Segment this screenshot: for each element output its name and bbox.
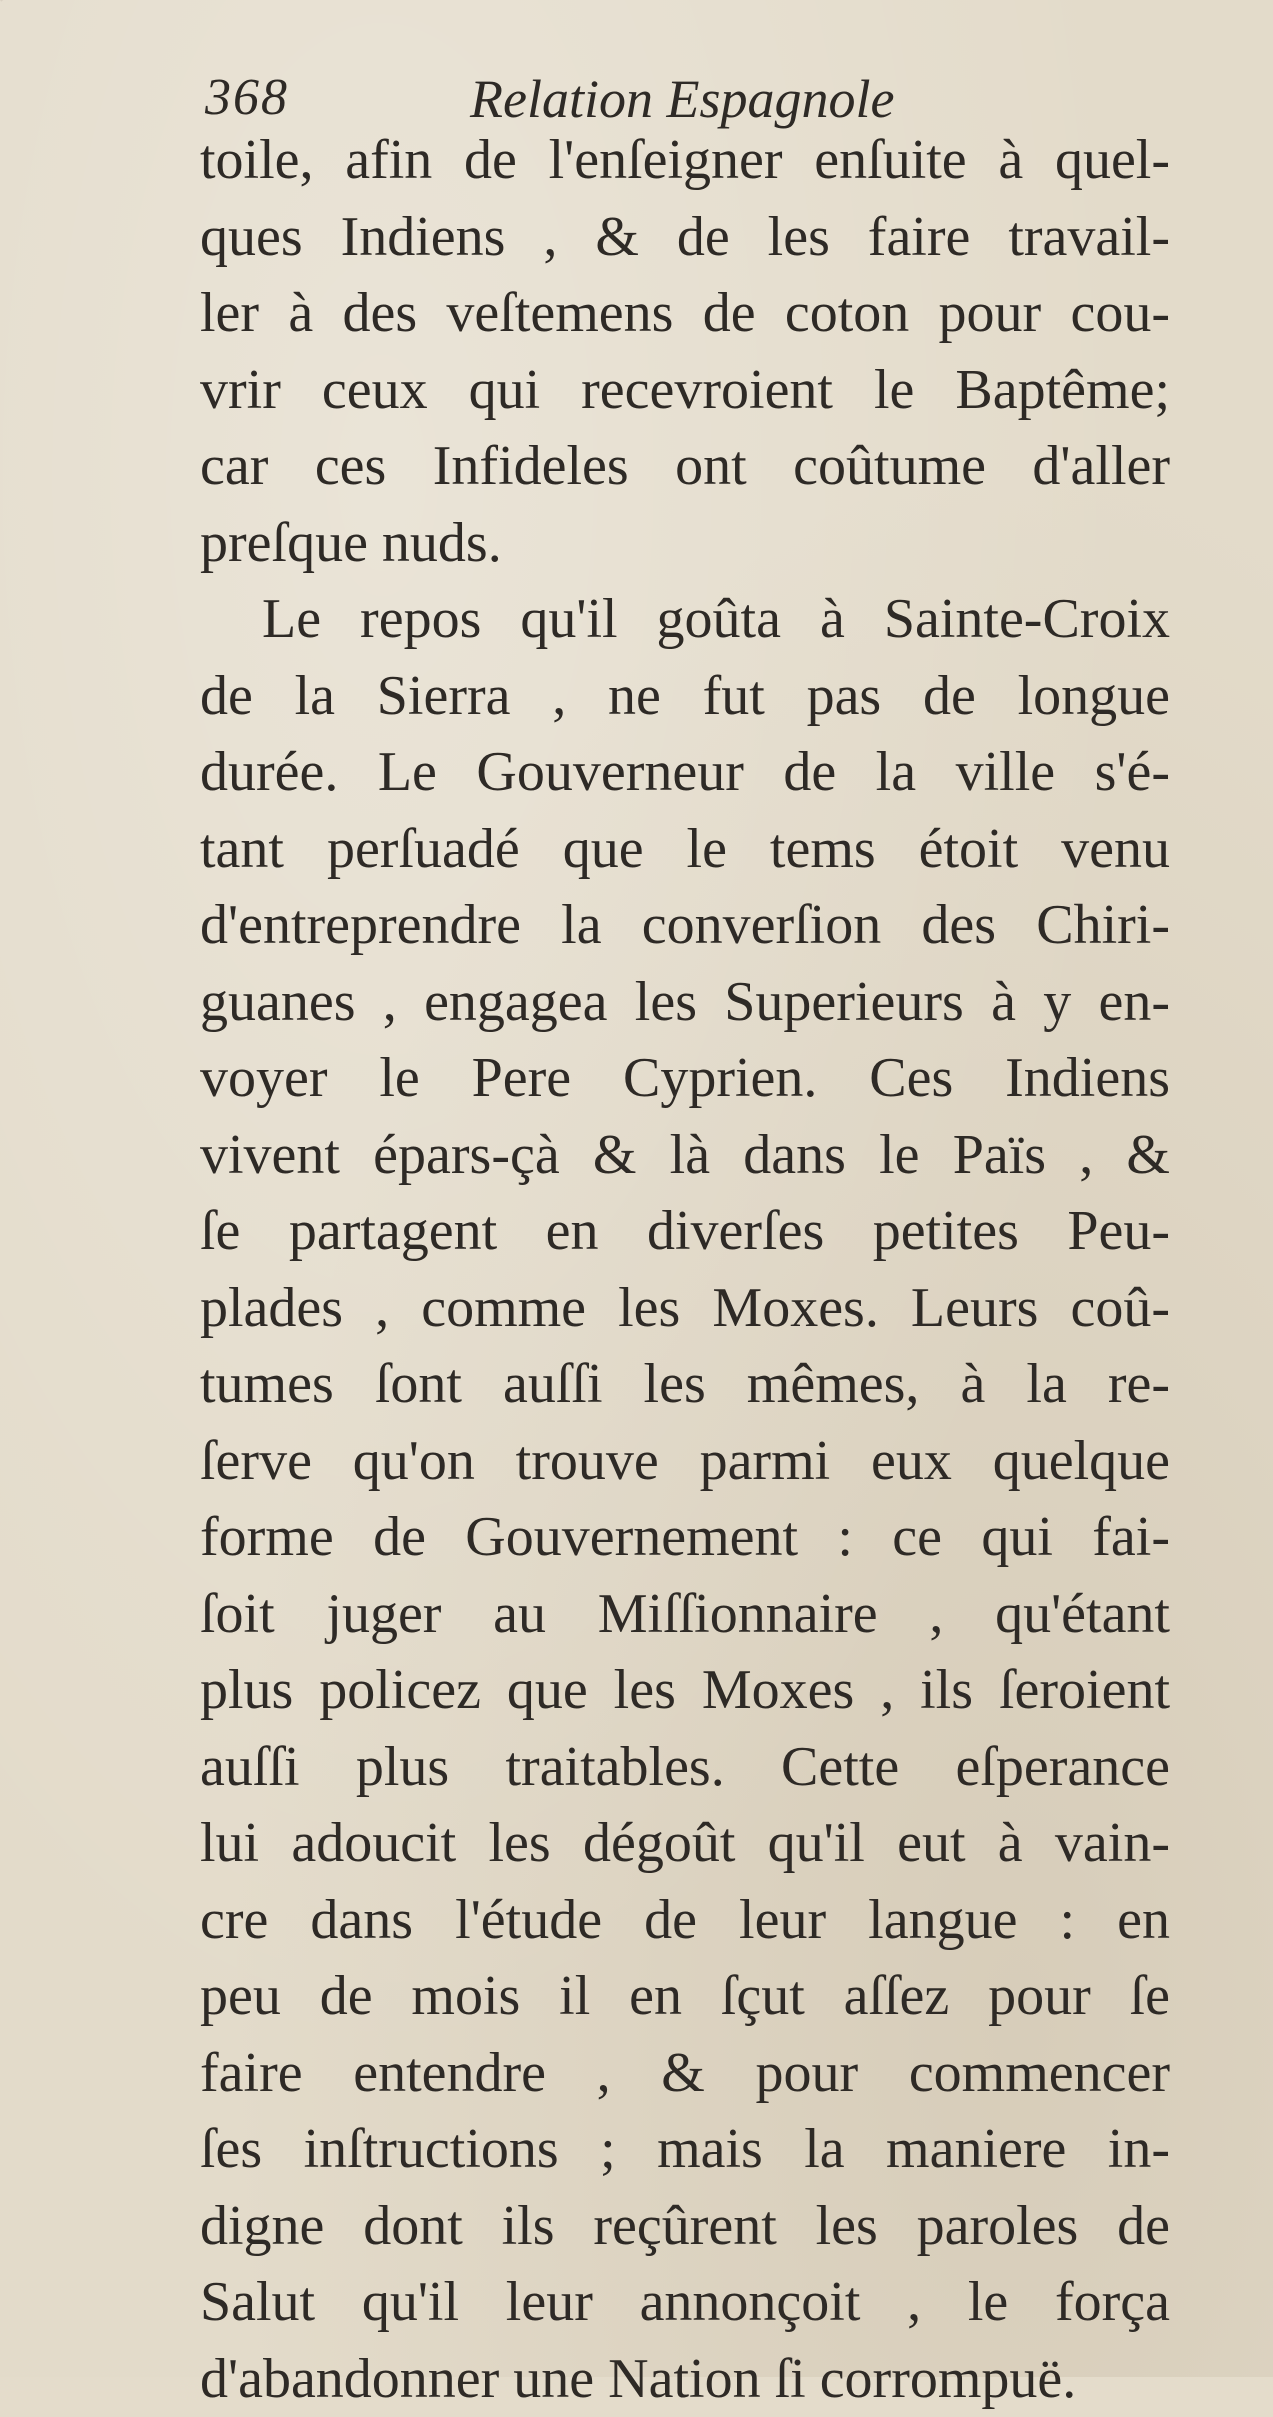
text-line: Le repos qu'il goûta à Sainte-Croix xyxy=(200,581,1170,658)
text-line: Salut qu'il leur annonçoit , le força xyxy=(200,2264,1170,2341)
text-line: plades , comme les Moxes. Leurs coû- xyxy=(200,1270,1170,1347)
running-title: Relation Espagnole xyxy=(470,68,894,130)
text-line: guanes , engagea les Superieurs à y en- xyxy=(200,964,1170,1041)
text-line: voyer le Pere Cyprien. Ces Indiens xyxy=(200,1040,1170,1117)
text-line: auſſi plus traitables. Cette eſperance xyxy=(200,1729,1170,1806)
text-line: cre dans l'étude de leur langue : en xyxy=(200,1882,1170,1959)
text-line: car ces Infideles ont coûtume d'aller xyxy=(200,428,1170,505)
text-line: ques Indiens , & de les faire travail- xyxy=(200,199,1170,276)
text-line: lui adoucit les dégoût qu'il eut à vain- xyxy=(200,1805,1170,1882)
text-line: toile, afin de l'enſeigner enſuite à quel- xyxy=(200,122,1170,199)
text-line: durée. Le Gouverneur de la ville s'é- xyxy=(200,734,1170,811)
text-line: plus policez que les Moxes , ils ſeroient xyxy=(200,1652,1170,1729)
text-line: vrir ceux qui recevroient le Baptême; xyxy=(200,352,1170,429)
text-line: ſe partagent en diverſes petites Peu- xyxy=(200,1193,1170,1270)
text-line: tant perſuadé que le tems étoit venu xyxy=(200,811,1170,888)
text-line: d'entreprendre la converſion des Chiri- xyxy=(200,887,1170,964)
text-line: preſque nuds. xyxy=(200,505,1170,582)
text-line: peu de mois il en ſçut aſſez pour ſe xyxy=(200,1958,1170,2035)
text-line: tumes ſont auſſi les mêmes, à la re- xyxy=(200,1346,1170,1423)
text-line: faire entendre , & pour commencer xyxy=(200,2035,1170,2112)
text-line: vivent épars-çà & là dans le Païs , & xyxy=(200,1117,1170,1194)
text-line: ſoit juger au Miſſionnaire , qu'étant xyxy=(200,1576,1170,1653)
text-line: forme de Gouvernement : ce qui fai- xyxy=(200,1499,1170,1576)
body-text xyxy=(200,122,1170,2417)
text-line: ſes inſtructions ; mais la maniere in- xyxy=(200,2111,1170,2188)
text-line: ſerve qu'on trouve parmi eux quelque xyxy=(200,1423,1170,1500)
text-line: digne dont ils reçûrent les paroles de xyxy=(200,2188,1170,2265)
text-line: de la Sierra , ne fut pas de longue xyxy=(200,658,1170,735)
page-number: 368 xyxy=(205,68,289,127)
text-line: d'abandonner une Nation ſi corrompuë. xyxy=(200,2341,1170,2417)
text-line: ler à des veſtemens de coton pour cou- xyxy=(200,275,1170,352)
